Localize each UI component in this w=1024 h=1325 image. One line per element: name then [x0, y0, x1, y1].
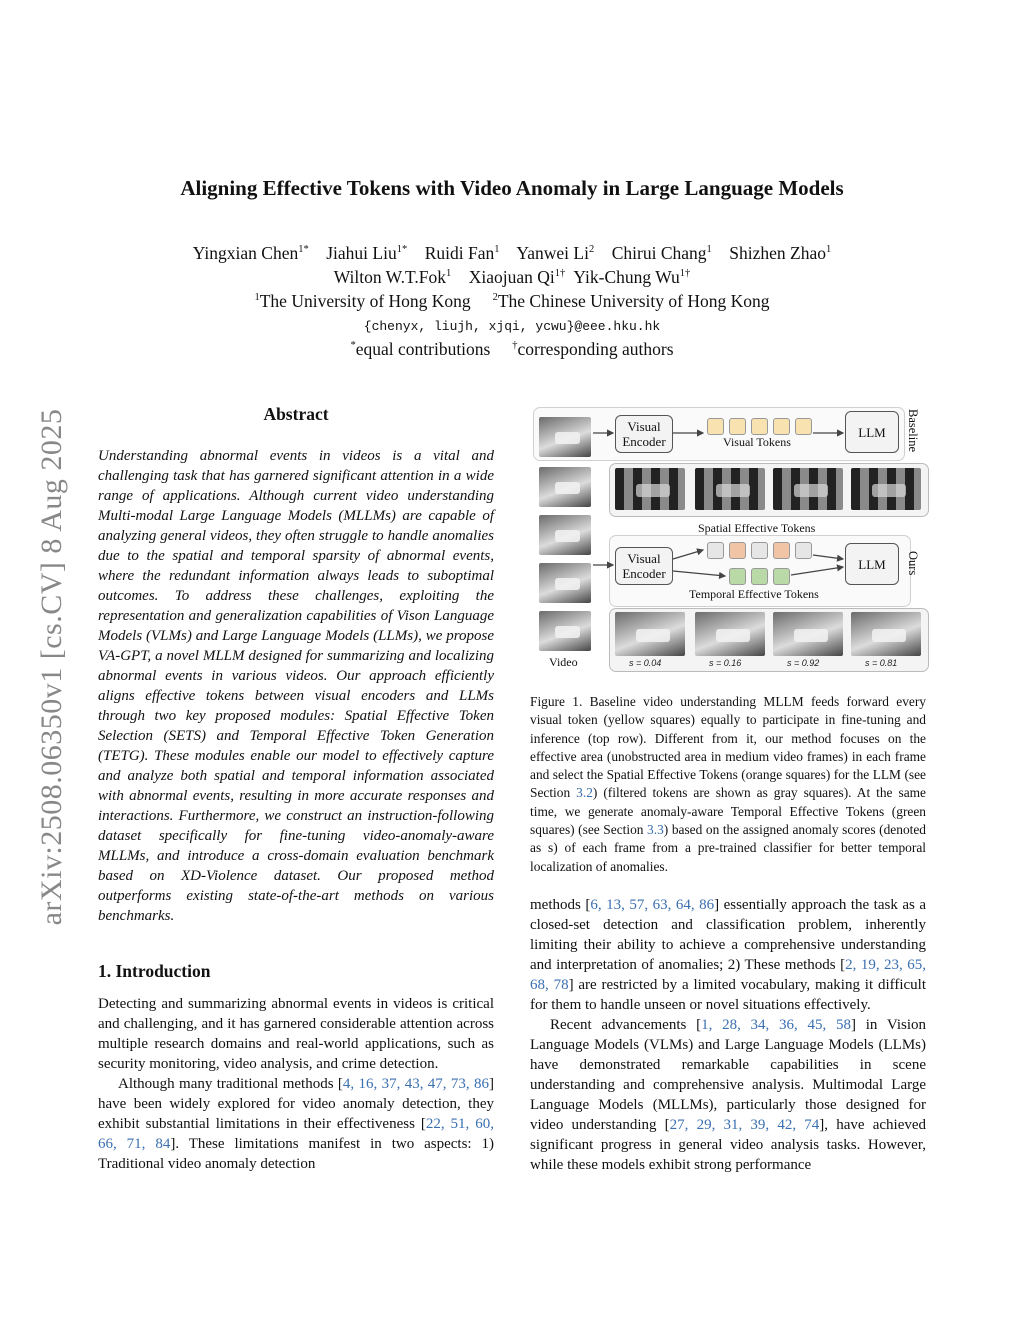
intro-paragraph-2	[98, 1074, 494, 1174]
spatial-tokens-label: Spatial Effective Tokens	[698, 521, 816, 535]
author-name: Chirui Chang	[611, 242, 707, 263]
text-run: Recent advancements [	[550, 1017, 702, 1033]
author-affil-sup: 1	[706, 244, 712, 255]
text-run: ], have achieved significant progress in general video analysis tasks. However, while these models exhibit strong performance	[530, 1117, 927, 1173]
right-column-body	[530, 895, 926, 1175]
author-line-1	[0, 238, 1024, 265]
author-name: Yanwei Li	[516, 242, 589, 263]
affiliations	[0, 286, 1024, 313]
author-affil-sup: 1†	[554, 268, 566, 279]
affiliation-hku: The University of Hong Kong	[259, 290, 471, 311]
author-name: Yingxian Chen	[192, 242, 299, 263]
text-run: ] have been widely explored for video anomaly detection, they exhibit substantial limitations in their effectiveness [	[98, 1076, 495, 1132]
author-affil-sup: 1	[445, 268, 452, 279]
introduction-body	[98, 994, 494, 1174]
figure-1-caption	[530, 693, 926, 876]
citation-link[interactable]: 2, 19, 23, 65, 68, 78	[530, 957, 926, 993]
anomaly-score-label: s = 0.16	[709, 658, 742, 668]
equal-sup: *	[350, 340, 356, 351]
author-affil-sup: 1†	[679, 268, 691, 279]
section-ref-link[interactable]: 3.3	[647, 822, 664, 838]
text-run: ) (filtered tokens are shown as gray squares). At the same time, we generate anomaly-aware Temporal Effective Tokens (green squares) (see Section	[530, 785, 926, 838]
citation-link[interactable]: 4, 16, 37, 43, 47, 73, 86	[342, 1076, 490, 1092]
author-affil-sup: 1*	[298, 244, 309, 255]
ours-label: Ours	[906, 551, 920, 576]
right-paragraph-2	[530, 1015, 926, 1175]
author-name: Yik-Chung Wu	[573, 266, 680, 287]
visual-encoder-box-ours: Visual Encoder	[615, 547, 673, 585]
author-name: Shizhen Zhao	[729, 242, 826, 263]
author-name: Wilton W.T.Fok	[333, 266, 446, 287]
affiliation-cuhk: The Chinese University of Hong Kong	[497, 290, 770, 311]
baseline-label: Baseline	[906, 409, 920, 453]
affil-sup: 1	[254, 292, 260, 303]
author-notes	[0, 334, 1024, 361]
arxiv-identifier-stamp: arXiv:2508.06350v1 [cs.CV] 8 Aug 2025	[35, 408, 68, 926]
author-affil-sup: 2	[588, 244, 595, 255]
text-run: Although many traditional methods [	[118, 1076, 343, 1092]
section-ref-link[interactable]: 3.2	[576, 785, 593, 801]
video-label: Video	[549, 655, 578, 669]
introduction-heading: 1. Introduction	[98, 961, 211, 981]
corresponding-author-note: corresponding authors	[517, 338, 674, 359]
text-run: ] in Vision Language Models (VLMs) and Large Language Models (LLMs) have demonstrated remarkable capabilities in scene understanding and comprehensive analysis. Multimodal Large Language Models (MLLMs), particularly those designed for video understanding [	[530, 1017, 927, 1133]
text-run: ]. These limitations manifest in two aspects: 1) Traditional video anomaly detection	[98, 1136, 495, 1172]
author-line-2	[0, 262, 1024, 289]
author-name: Xiaojuan Qi	[468, 266, 555, 287]
text-run: Figure 1. Baseline video understanding MLLM feeds forward every visual token (yellow squares) equally to participate in fine-tuning and inference (top row). Different from it, our method focuses on the effective area (unobstructed area in medium video frames) in each frame and select the Spatial Effective Tokens (orange squares) for the LLM (see Section	[530, 694, 926, 801]
author-emails: {chenyx, liujh, xjqi, ycwu}@eee.hku.hk	[363, 319, 661, 334]
text-run: ] are restricted by a limited vocabulary, making it difficult for them to handle unseen or novel situations effectively.	[530, 977, 926, 1013]
visual-tokens-label: Visual Tokens	[723, 435, 791, 449]
text-run: ] essentially approach the task as a closed-set detection and classification problem, inherently limiting their ability to achieve a comprehensive understanding and interpretation of anomalies; 2) These methods [	[530, 897, 926, 973]
visual-encoder-box-baseline: Visual Encoder	[615, 415, 673, 453]
anomaly-score-label: s = 0.92	[787, 658, 820, 668]
author-name: Jiahui Liu	[326, 242, 397, 263]
llm-box-baseline: LLM	[845, 411, 899, 453]
temporal-tokens-label: Temporal Effective Tokens	[689, 587, 819, 601]
author-name: Ruidi Fan	[424, 242, 495, 263]
right-paragraph-1	[530, 895, 926, 1015]
citation-link[interactable]: 6, 13, 57, 63, 64, 86	[590, 897, 715, 913]
figure-1	[533, 405, 933, 673]
figure-arrows	[533, 405, 933, 673]
author-affil-sup: 1*	[396, 244, 408, 255]
text-run: ) based on the assigned anomaly scores (denoted as s) of each frame from a pre-trained classifier for better temporal localization of anomalies.	[530, 822, 926, 874]
equal-contribution-note: equal contributions	[355, 338, 491, 359]
affil-sup: 2	[492, 292, 498, 303]
abstract-text: Understanding abnormal events in videos is a vital and challenging task that has garnered significant attention in a wide range of applications. Although current video understanding Multi-modal Large Language Models (MLLMs) are capable of analyzing general videos, they often struggle to handle anomalies due to the spatial and temporal sparsity of abnormal events, where the redundant information always leads to suboptimal outcomes. To address these challenges, exploiting the representation and generalization capabilities of Vison Language Models (VLMs) and Large Language Models (LLMs), we propose VA-GPT, a novel MLLM designed for summarizing and localizing abnormal events in various videos. Our approach efficiently aligns effective tokens between visual encoders and LLMs through two key proposed modules: Spatial Effective Token Selection (SETS) and Temporal Effective Token Generation (TETG). These modules enable our model to effectively capture and analyze both spatial and temporal information associated with abnormal events, resulting in more accurate responses and interactions. Furthermore, we construct an instruction-following dataset specifically for fine-tuning video-anomaly-aware MLLMs, and introduce a cross-domain evaluation benchmark based on XD-Violence dataset. Our proposed method outperforms existing state-of-the-art methods on various benchmarks.	[98, 448, 494, 924]
abstract-heading: Abstract	[263, 404, 329, 424]
corr-sup: †	[512, 340, 518, 351]
citation-link[interactable]: 27, 29, 31, 39, 42, 74	[669, 1117, 820, 1133]
intro-paragraph-1: Detecting and summarizing abnormal events in videos is critical and challenging, and it has garnered considerable attention across multiple research domains and real-world applications, such as security monitoring, video analysis, and crime detection.	[98, 996, 494, 1072]
author-affil-sup: 1	[825, 244, 832, 255]
anomaly-score-label: s = 0.04	[629, 658, 662, 668]
llm-box-ours: LLM	[845, 543, 899, 585]
author-affil-sup: 1	[494, 244, 500, 255]
anomaly-score-label: s = 0.81	[865, 658, 898, 668]
citation-link[interactable]: 22, 51, 60, 66, 71, 84	[98, 1116, 495, 1152]
citation-link[interactable]: 1, 28, 34, 36, 45, 58	[701, 1017, 852, 1033]
paper-title: Aligning Effective Tokens with Video Anomaly in Large Language Models	[180, 176, 844, 200]
text-run: methods [	[530, 897, 591, 913]
